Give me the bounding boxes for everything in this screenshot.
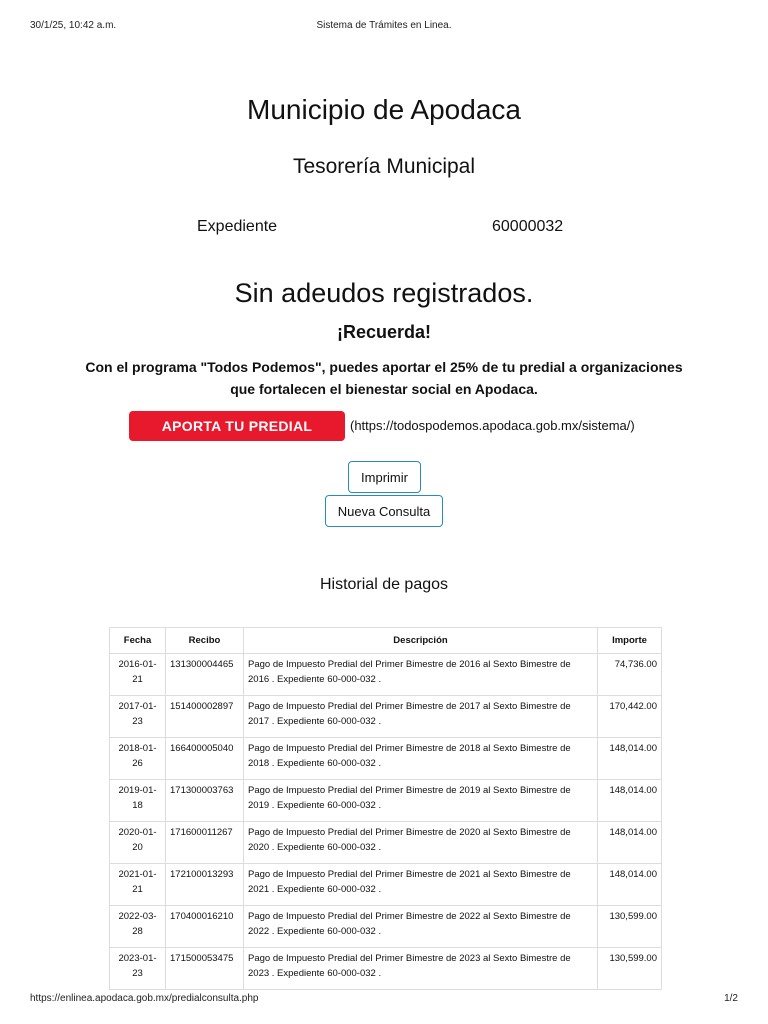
cell-importe: 130,599.00 [598,906,662,948]
cell-importe: 148,014.00 [598,780,662,822]
table-row [110,822,662,864]
print-date: 30/1/25, 10:42 a.m. [30,20,117,31]
cell-fecha: 2016-01-21 [110,654,166,696]
cell-descripcion: Pago de Impuesto Predial del Primer Bimestre de 2019 al Sexto Bimestre de 2019 . Expediente 60-000-032 . [244,780,598,822]
payment-history-table [109,627,662,990]
promo-line-2: que fortalecen el bienestar social en Apodaca. [230,381,538,397]
cell-recibo: 171300003763 [166,780,244,822]
table-row [110,696,662,738]
print-title: Sistema de Trámites en Linea. [316,20,452,31]
new-query-button[interactable]: Nueva Consulta [325,495,443,527]
cell-fecha: 2023-01-23 [110,948,166,990]
cell-fecha: 2022-03-28 [110,906,166,948]
cell-recibo: 170400016210 [166,906,244,948]
todos-podemos-link[interactable]: (https://todospodemos.apodaca.gob.mx/sistema/) [350,418,635,433]
expediente-label: Expediente [197,218,278,235]
print-button[interactable]: Imprimir [348,461,421,493]
cell-descripcion: Pago de Impuesto Predial del Primer Bimestre de 2021 al Sexto Bimestre de 2021 . Expediente 60-000-032 . [244,864,598,906]
cell-fecha: 2018-01-26 [110,738,166,780]
cell-fecha: 2019-01-18 [110,780,166,822]
table-row [110,864,662,906]
cell-descripcion: Pago de Impuesto Predial del Primer Bimestre de 2022 al Sexto Bimestre de 2022 . Expediente 60-000-032 . [244,906,598,948]
cell-importe: 170,442.00 [598,696,662,738]
print-footer [0,993,768,1007]
table-row [110,906,662,948]
table-header-row [110,628,662,654]
cell-importe: 148,014.00 [598,864,662,906]
cell-importe: 148,014.00 [598,822,662,864]
history-title: Historial de pagos [319,576,449,593]
column-header-recibo: Recibo [166,628,244,654]
promo-text [40,356,728,400]
cell-recibo: 171600011267 [166,822,244,864]
aporta-predial-button[interactable]: APORTA TU PREDIAL [129,411,345,441]
table-row [110,780,662,822]
cell-importe: 74,736.00 [598,654,662,696]
cell-descripcion: Pago de Impuesto Predial del Primer Bimestre de 2017 al Sexto Bimestre de 2017 . Expediente 60-000-032 . [244,696,598,738]
table-row [110,738,662,780]
column-header-importe: Importe [598,628,662,654]
cell-recibo: 166400005040 [166,738,244,780]
print-header [0,20,768,34]
print-url: https://enlinea.apodaca.gob.mx/predialconsulta.php [30,993,259,1004]
cell-descripcion: Pago de Impuesto Predial del Primer Bimestre de 2020 al Sexto Bimestre de 2020 . Expediente 60-000-032 . [244,822,598,864]
cell-recibo: 172100013293 [166,864,244,906]
cell-descripcion: Pago de Impuesto Predial del Primer Bimestre de 2018 al Sexto Bimestre de 2018 . Expediente 60-000-032 . [244,738,598,780]
cell-recibo: 131300004465 [166,654,244,696]
cell-recibo: 151400002897 [166,696,244,738]
cell-descripcion: Pago de Impuesto Predial del Primer Bimestre de 2016 al Sexto Bimestre de 2016 . Expediente 60-000-032 . [244,654,598,696]
column-header-fecha: Fecha [110,628,166,654]
department-title: Tesorería Municipal [292,155,476,178]
promo-line-1: Con el programa "Todos Podemos", puedes aportar el 25% de tu predial a organizaciones [85,359,683,375]
cell-fecha: 2020-01-20 [110,822,166,864]
cell-recibo: 171500053475 [166,948,244,990]
table-row [110,948,662,990]
table-row [110,654,662,696]
cell-importe: 130,599.00 [598,948,662,990]
cell-fecha: 2021-01-21 [110,864,166,906]
cell-fecha: 2017-01-23 [110,696,166,738]
expediente-value: 60000032 [492,218,564,235]
municipality-title: Municipio de Apodaca [247,94,521,125]
status-message: Sin adeudos registrados. [234,278,534,308]
cell-importe: 148,014.00 [598,738,662,780]
page-number: 1/2 [724,993,738,1004]
reminder-title: ¡Recuerda! [336,322,432,342]
column-header-descripcion: Descripción [244,628,598,654]
cell-descripcion: Pago de Impuesto Predial del Primer Bimestre de 2023 al Sexto Bimestre de 2023 . Expediente 60-000-032 . [244,948,598,990]
